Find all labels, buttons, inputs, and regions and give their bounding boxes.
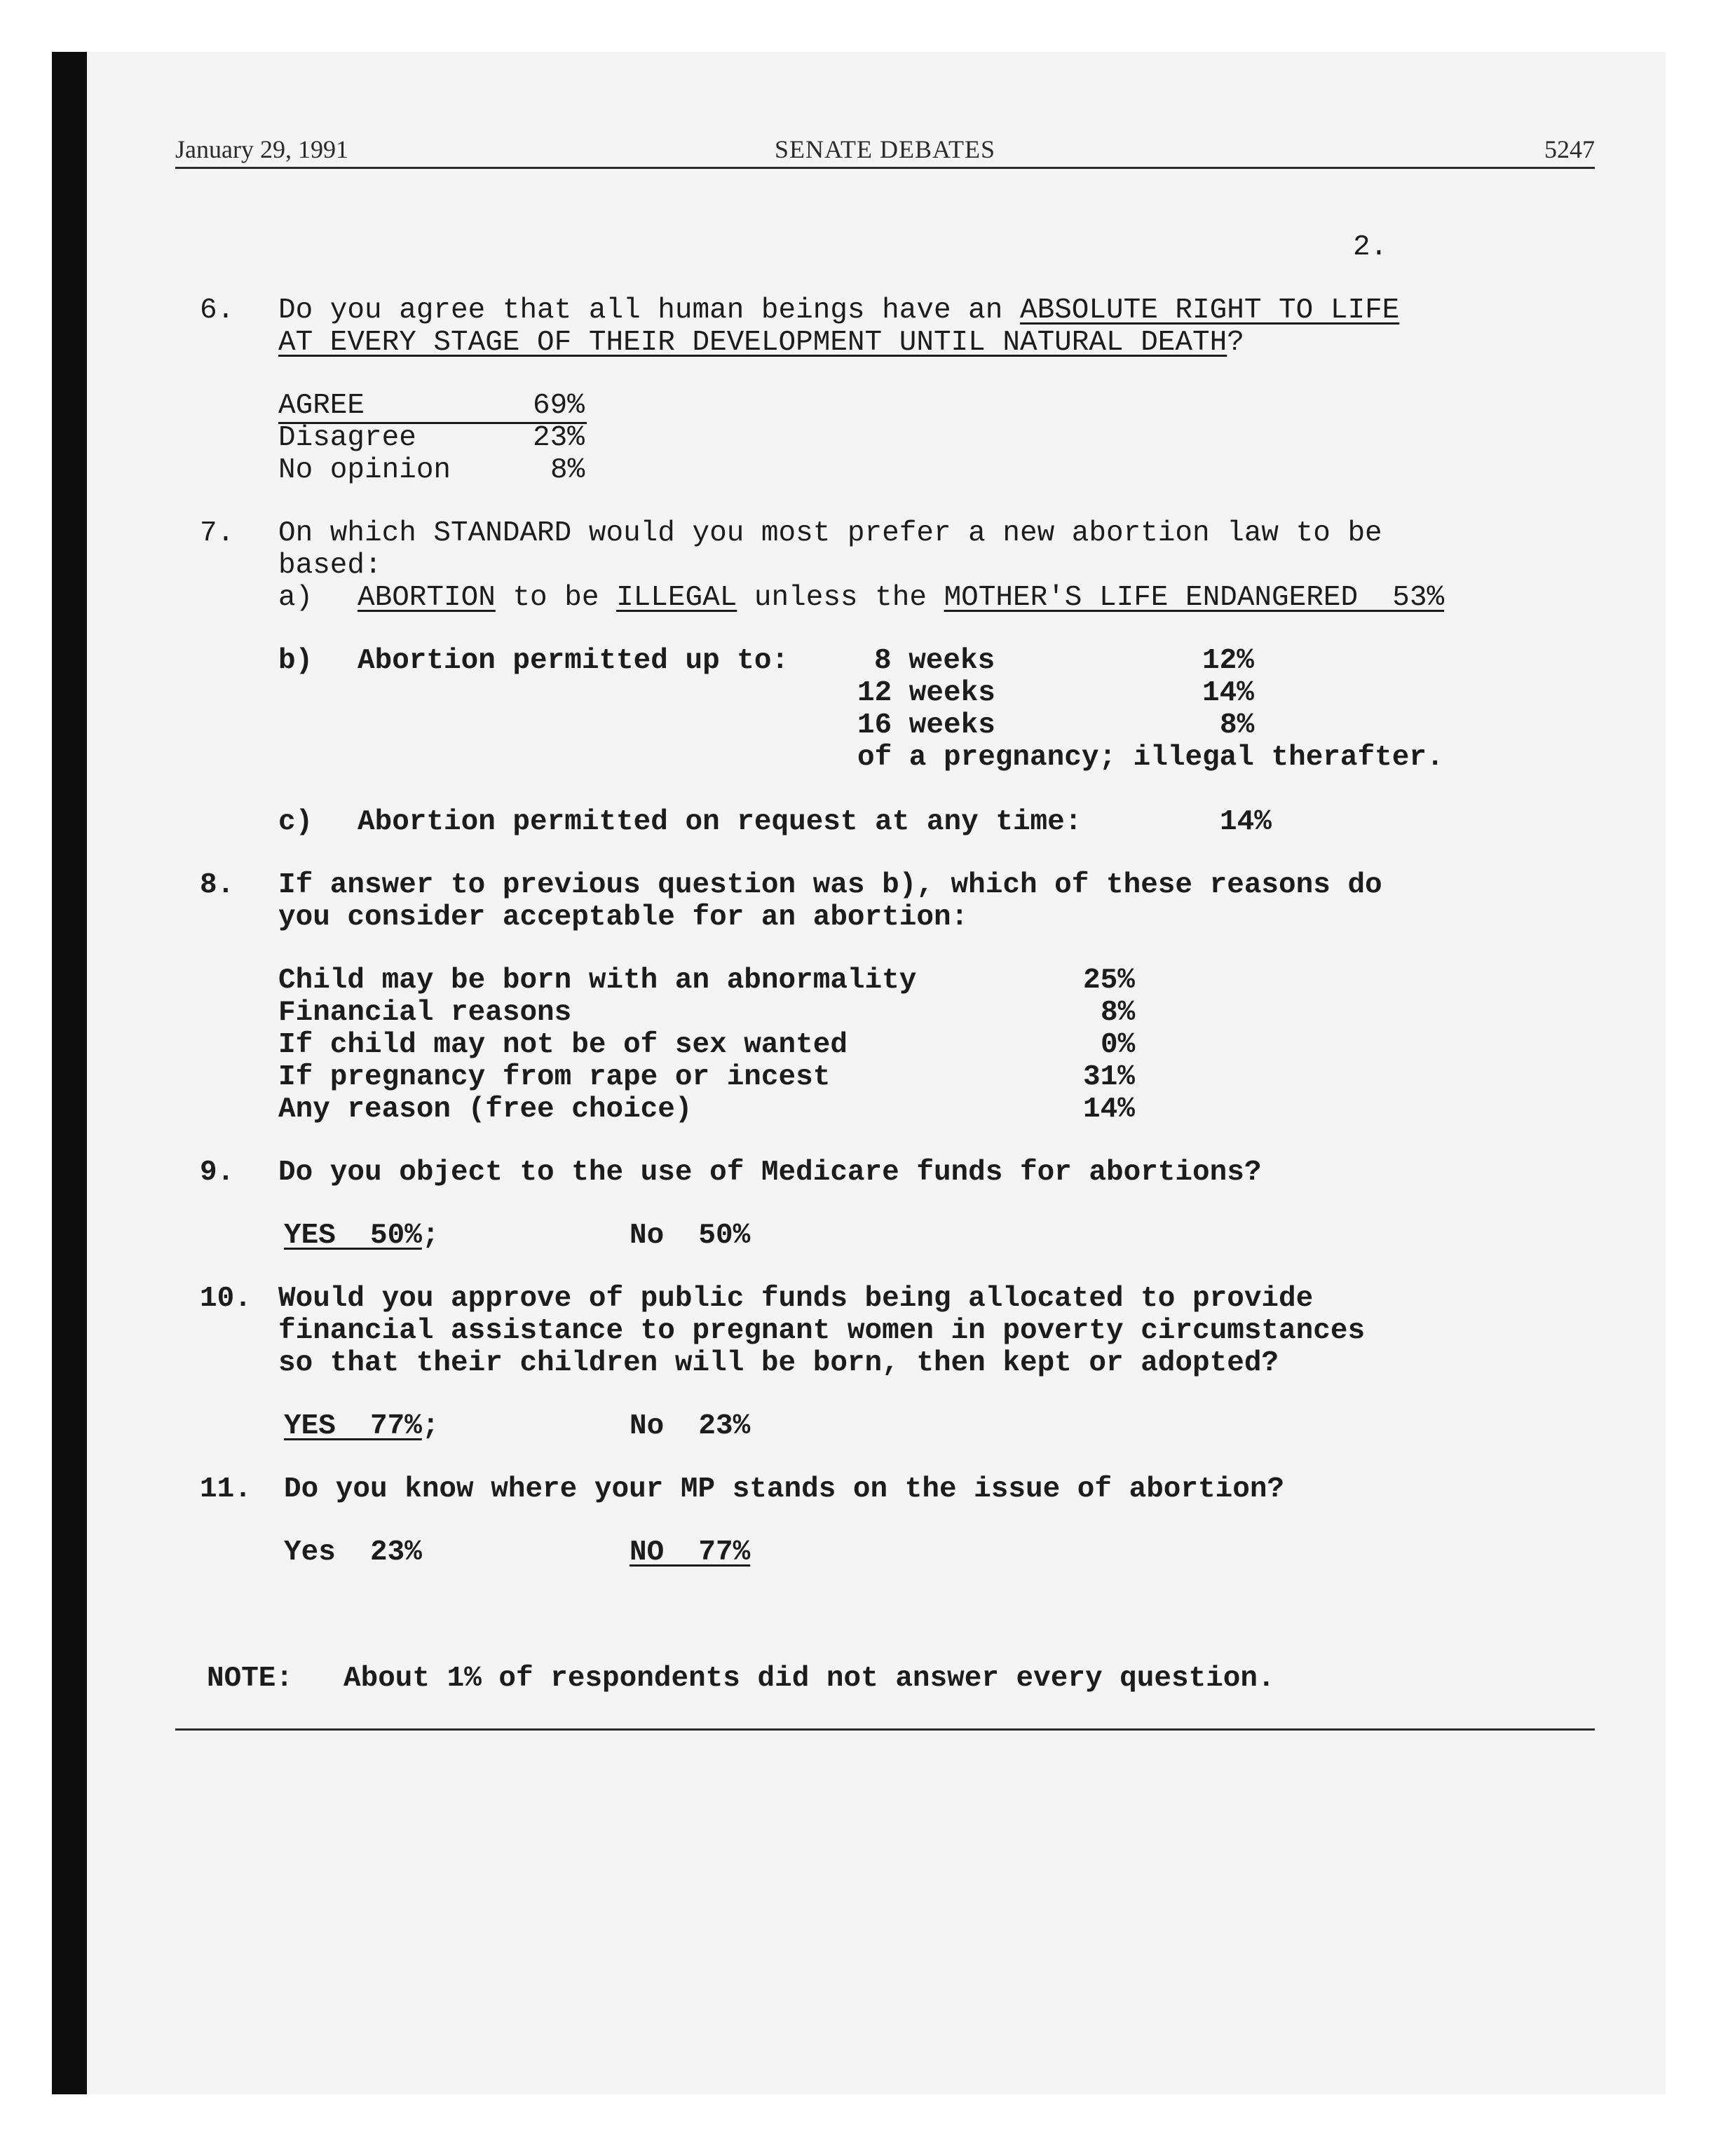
q8-reason-label: Child may be born with an abnormality (278, 964, 917, 997)
note-text: About 1% of respondents did not answer every question. (343, 1663, 1275, 1695)
q7-option-a-label: a) (278, 582, 313, 614)
q8-reason-value: 0% (1101, 1029, 1136, 1061)
q10-text-line2: financial assistance to pregnant women in poverty circumstances (278, 1315, 1366, 1347)
q9-text: Do you object to the use of Medicare funds for abortions? (278, 1157, 1262, 1189)
q9-no-answer: No 50% (630, 1220, 751, 1252)
q7-a-word: unless the (737, 582, 944, 614)
q8-reason-label: If child may not be of sex wanted (278, 1029, 848, 1061)
q8-reason-label: Financial reasons (278, 997, 572, 1029)
q10-text-line1: Would you approve of public funds being allocated to provide (278, 1283, 1314, 1315)
q10-text-line3: so that their children will be born, then kept or adopted? (278, 1347, 1279, 1379)
q11-text: Do you know where your MP stands on the issue of abortion? (284, 1473, 1285, 1506)
header-page-number: 5247 (1544, 135, 1595, 163)
header-date: January 29, 1991 (175, 135, 348, 163)
q8-reason-value: 25% (1083, 964, 1135, 997)
q6-text-line1 (278, 294, 1399, 327)
q11-yes-answer: Yes 23% (284, 1536, 422, 1569)
q8-text-line2: you consider acceptable for an abortion: (278, 901, 969, 934)
bottom-rule (175, 1728, 1595, 1731)
q6-answer-value: 69% (533, 390, 585, 422)
q9-yes-answer (284, 1220, 439, 1252)
q7-b-value: 14% (1202, 677, 1254, 709)
q10-number: 10. (200, 1283, 252, 1315)
q10-yes: YES 77% (284, 1410, 422, 1442)
q10-no-answer: No 23% (630, 1410, 751, 1442)
q8-reason-label: Any reason (free choice) (278, 1093, 693, 1126)
sheet-number: 2. (1353, 231, 1388, 264)
q7-b-value: 12% (1202, 645, 1254, 677)
q11-number: 11. (200, 1473, 252, 1506)
q7-option-c-label: c) (278, 806, 313, 838)
q6-text-end: ? (1227, 327, 1244, 359)
q9-yes: YES 50% (284, 1220, 422, 1252)
scan-border-shadow (52, 52, 87, 2094)
q7-a-word: to be (495, 582, 617, 614)
q10-yes-answer (284, 1410, 439, 1442)
q7-b-tail: of a pregnancy; illegal therafter. (857, 742, 1444, 774)
q10-yes-separator: ; (421, 1410, 440, 1442)
q8-number: 8. (200, 869, 235, 901)
q6-text-emph-2: AT EVERY STAGE OF THEIR DEVELOPMENT UNTIL NATURAL DEATH (278, 327, 1227, 359)
q9-yes-separator: ; (421, 1220, 440, 1252)
q8-reason-value: 8% (1101, 997, 1136, 1029)
q6-answer-label: Disagree (278, 422, 416, 454)
q7-option-b-label: b) (278, 645, 313, 677)
q6-text-line2 (278, 327, 1244, 359)
q7-a-word-abortion: ABORTION (358, 582, 496, 614)
q7-option-c-text: Abortion permitted on request at any time: (358, 806, 1082, 838)
q6-answer-value: 8% (550, 454, 585, 486)
q7-text-line1: On which STANDARD would you most prefer a new abortion law to be (278, 517, 1382, 550)
note-label: NOTE: (207, 1663, 294, 1695)
q7-a-word-mothers-life: MOTHER'S LIFE ENDANGERED 53% (944, 582, 1445, 614)
q7-b-weeks: 8 weeks (874, 645, 995, 677)
q7-b-weeks: 16 weeks (857, 709, 995, 742)
q7-b-weeks: 12 weeks (857, 677, 995, 709)
q6-text-plain: Do you agree that all human beings have an (278, 294, 1020, 327)
q6-text-emph-1: ABSOLUTE RIGHT TO LIFE (1019, 294, 1400, 327)
q8-reason-value: 14% (1083, 1093, 1135, 1126)
q8-reason-label: If pregnancy from rape or incest (278, 1061, 831, 1093)
q6-answer-value: 23% (533, 422, 585, 454)
page-header (175, 135, 1595, 169)
q9-number: 9. (200, 1157, 235, 1189)
q7-option-c-value: 14% (1220, 806, 1272, 838)
q8-text-line1: If answer to previous question was b), which of these reasons do (278, 869, 1382, 901)
q6-answer-label: No opinion (278, 454, 451, 486)
header-title: SENATE DEBATES (774, 135, 996, 163)
q7-b-value: 8% (1220, 709, 1255, 742)
q6-answer-label: AGREE (278, 390, 365, 422)
q7-text-line2: based: (278, 550, 382, 582)
q7-option-a-text (358, 582, 1444, 614)
q8-reason-value: 31% (1083, 1061, 1135, 1093)
q7-number: 7. (200, 517, 235, 550)
q7-a-word-illegal: ILLEGAL (616, 582, 737, 614)
q11-no-answer: NO 77% (630, 1536, 751, 1569)
q7-option-b-text: Abortion permitted up to: (358, 645, 789, 677)
q6-number: 6. (200, 294, 235, 327)
